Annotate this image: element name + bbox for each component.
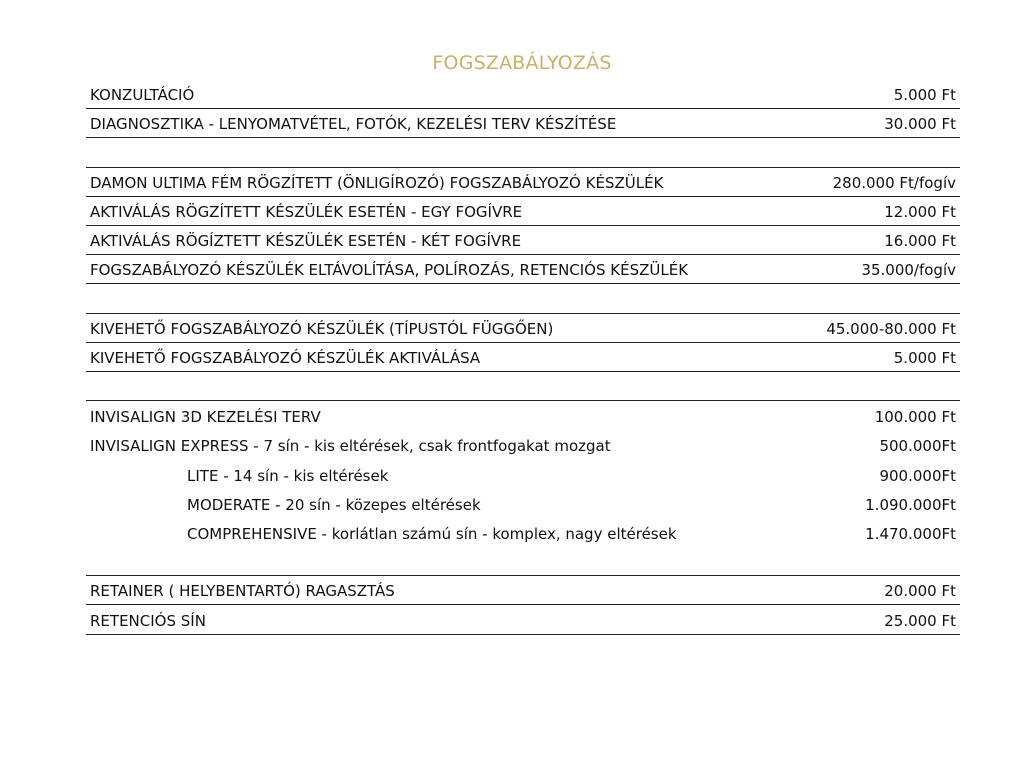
price-row-retainer [86,576,960,605]
price-row-invisalign-comprehensive [86,518,960,547]
service-price: 1.090.000Ft [865,495,956,514]
service-label: MODERATE - 20 sín - közepes eltérések [187,495,481,514]
price-row-damon [86,168,960,197]
price-row-retencios-sin [86,605,960,634]
price-row-invisalign-express [86,430,960,459]
section-divider [86,372,960,401]
service-label: KONZULTÁCIÓ [90,86,195,105]
price-table [86,80,960,635]
service-label: INVISALIGN 3D KEZELÉSI TERV [90,408,321,427]
service-label: AKTIVÁLÁS RÖGÍZTETT KÉSZÜLÉK ESETÉN - KÉT FOGÍVRE [90,232,522,251]
page-title: FOGSZABÁLYOZÁS [432,52,612,74]
service-price: 500.000Ft [879,437,956,456]
price-row-kiveheto-aktivalas [86,343,960,372]
service-label: KIVEHETŐ FOGSZABÁLYOZÓ KÉSZÜLÉK AKTIVÁLÁSA [90,348,481,367]
price-row-invisalign-terv [86,401,960,430]
service-label: INVISALIGN EXPRESS - 7 sín - kis eltérések, csak frontfogakat mozgat [90,437,611,456]
service-price: 45.000-80.000 Ft [826,319,956,338]
price-row-aktivalas-ket [86,226,960,255]
price-row-kiveheto [86,314,960,343]
service-label: KIVEHETŐ FOGSZABÁLYOZÓ KÉSZÜLÉK (TÍPUSTÓL FÜGGŐEN) [90,319,554,338]
service-price: 16.000 Ft [884,232,956,251]
service-label: RETAINER ( HELYBENTARTÓ) RAGASZTÁS [90,582,395,601]
service-price: 12.000 Ft [884,202,956,221]
service-price: 5.000 Ft [893,86,956,105]
section-divider [86,547,960,576]
service-price: 35.000/fogív [861,261,956,280]
price-row-diagnosztika [86,109,960,138]
service-price: 280.000 Ft/fogív [832,173,956,192]
service-price: 30.000 Ft [884,115,956,134]
price-row-aktivalas-egy [86,197,960,226]
service-label: AKTIVÁLÁS RÖGZÍTETT KÉSZÜLÉK ESETÉN - EGY FOGÍVRE [90,202,523,221]
service-price: 5.000 Ft [893,348,956,367]
service-label: RETENCIÓS SÍN [90,611,206,630]
service-price: 1.470.000Ft [865,525,956,543]
section-divider [86,138,960,167]
service-label: DAMON ULTIMA FÉM RÖGZÍTETT (ÖNLIGÍROZÓ) FOGSZABÁLYOZÓ KÉSZÜLÉK [90,173,664,192]
service-label: FOGSZABÁLYOZÓ KÉSZÜLÉK ELTÁVOLÍTÁSA, POLÍROZÁS, RETENCIÓS KÉSZÜLÉK [90,261,689,280]
service-price: 100.000 Ft [874,408,956,427]
service-label: DIAGNOSZTIKA - LENYOMATVÉTEL, FOTÓK, KEZELÉSI TERV KÉSZÍTÉSE [90,115,617,134]
price-row-eltavolitas [86,255,960,284]
section-divider [86,284,960,313]
price-row-invisalign-lite [86,459,960,488]
price-row-invisalign-moderate [86,489,960,518]
service-price: 900.000Ft [879,466,956,485]
price-row-konzultacio [86,80,960,109]
service-label: COMPREHENSIVE - korlátlan számú sín - komplex, nagy eltérések [187,525,677,543]
service-price: 25.000 Ft [884,611,956,630]
service-price: 20.000 Ft [884,582,956,601]
service-label: LITE - 14 sín - kis eltérések [187,466,389,485]
